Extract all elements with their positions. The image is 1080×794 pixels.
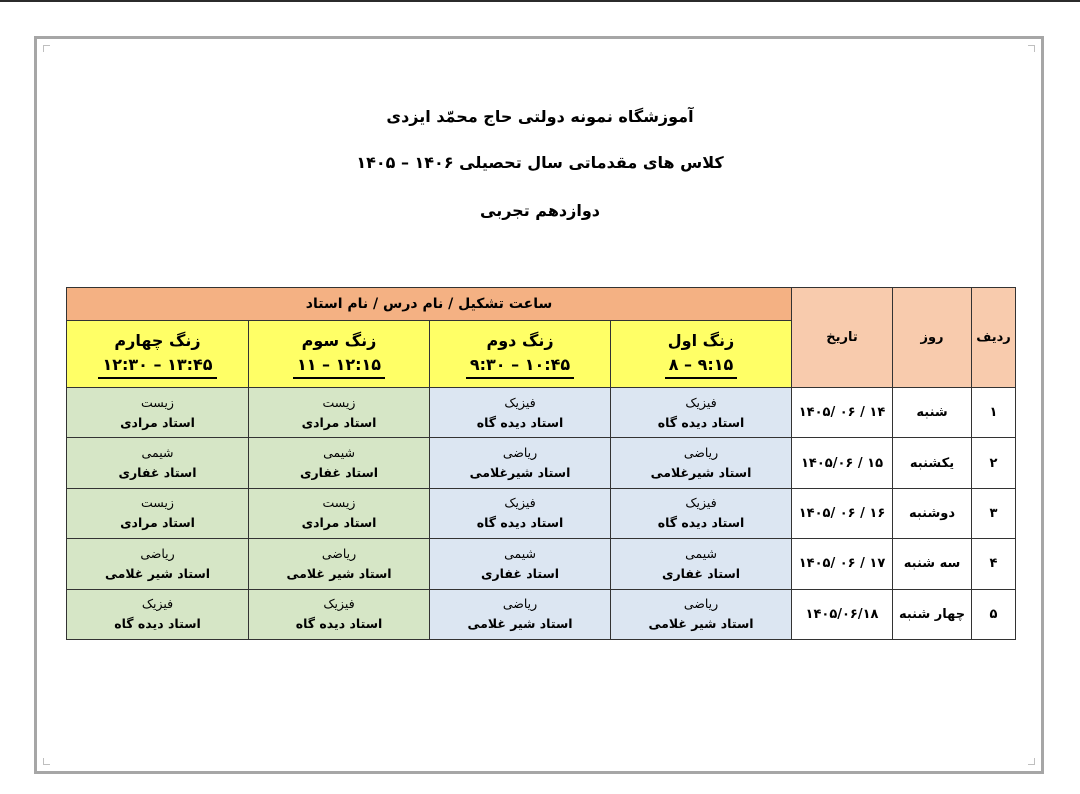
bell-time: ۸ – ۹:۱۵ <box>668 355 734 374</box>
table-row <box>67 539 1016 589</box>
class-cell <box>67 539 249 589</box>
teacher: استاد مرادی <box>301 414 377 430</box>
bell-name: زنگ دوم <box>486 331 554 350</box>
class-cell <box>611 589 792 639</box>
class-cell <box>611 438 792 488</box>
bell-header-2 <box>430 321 611 388</box>
corner-mark <box>1028 45 1035 52</box>
subject: ریاضی <box>321 545 357 561</box>
row-number: ۱ <box>972 388 1016 438</box>
program-title: کلاس های مقدماتی سال تحصیلی ۱۴۰۶ – ۱۴۰۵ <box>356 153 724 172</box>
row-date: ۱۴۰۵/ ۰۶ / ۱۷ <box>792 539 893 589</box>
subject: ریاضی <box>683 445 719 461</box>
teacher: استاد شیرغلامی <box>469 465 571 481</box>
subject: زیست <box>322 495 356 511</box>
subject: شیمی <box>323 445 355 461</box>
row-date: ۱۴۰۵/۰۶ / ۱۵ <box>792 438 893 488</box>
class-cell <box>249 488 430 538</box>
row-number: ۴ <box>972 539 1016 589</box>
subject: شیمی <box>141 445 174 461</box>
corner-mark <box>1028 758 1035 765</box>
teacher: استاد غفاری <box>481 565 560 581</box>
teacher: استاد غفاری <box>300 465 379 481</box>
row-day: چهار شنبه <box>893 589 972 639</box>
class-cell <box>67 589 249 639</box>
teacher: استاد شیر غلامی <box>104 565 211 581</box>
col-header-date: تاریخ <box>792 288 893 388</box>
table-row <box>67 388 1016 438</box>
bell-time: ۹:۳۰ – ۱۰:۴۵ <box>469 355 571 374</box>
schedule-table <box>66 287 1016 640</box>
header-row-banner <box>67 288 1016 321</box>
row-number: ۵ <box>972 589 1016 639</box>
class-cell <box>430 488 611 538</box>
subject: شیمی <box>504 545 536 561</box>
teacher: استاد دیده گاه <box>476 414 564 430</box>
class-cell <box>430 438 611 488</box>
bell-header-3 <box>249 321 430 388</box>
subject: شیمی <box>685 545 717 561</box>
corner-mark <box>43 45 50 52</box>
subject: ریاضی <box>140 545 175 561</box>
subject: فیزیک <box>685 394 717 410</box>
corner-mark <box>43 758 50 765</box>
class-cell <box>611 488 792 538</box>
subject: فیزیک <box>504 394 536 410</box>
row-date: ۱۴۰۵/ ۰۶ / ۱۶ <box>792 488 893 538</box>
teacher: استاد مرادی <box>120 414 195 430</box>
class-cell <box>430 388 611 438</box>
teacher: استاد شیرغلامی <box>650 465 752 481</box>
teacher: استاد دیده گاه <box>114 616 201 632</box>
row-date: ۱۴۰۵/۰۶/۱۸ <box>792 589 893 639</box>
row-number: ۲ <box>972 438 1016 488</box>
subject: ریاضی <box>502 596 538 612</box>
subject: فیزیک <box>504 495 536 511</box>
table-row <box>67 488 1016 538</box>
class-cell <box>430 539 611 589</box>
subject: فیزیک <box>141 596 174 612</box>
teacher: استاد شیر غلامی <box>467 616 573 632</box>
row-date: ۱۴۰۵/ ۰۶ / ۱۴ <box>792 388 893 438</box>
class-cell <box>611 539 792 589</box>
class-cell <box>249 589 430 639</box>
teacher: استاد دیده گاه <box>295 616 383 632</box>
subject: زیست <box>141 495 174 511</box>
class-cell <box>67 438 249 488</box>
class-cell <box>249 438 430 488</box>
teacher: استاد شیر غلامی <box>286 565 392 581</box>
row-day: دوشنبه <box>893 488 972 538</box>
teacher: استاد غفاری <box>118 465 197 481</box>
class-cell <box>67 388 249 438</box>
subject: فیزیک <box>685 495 717 511</box>
school-title: آموزشگاه نمونه دولتی حاج محمّد ایزدی <box>386 107 694 126</box>
col-header-day: روز <box>893 288 972 388</box>
class-cell <box>67 488 249 538</box>
class-cell <box>611 388 792 438</box>
teacher: استاد دیده گاه <box>476 515 564 531</box>
grade-title: دوازدهم تجربی <box>480 201 600 220</box>
col-header-row: ردیف <box>972 288 1016 388</box>
table-row <box>67 589 1016 639</box>
teacher: استاد دیده گاه <box>657 515 745 531</box>
bell-header-4 <box>67 321 249 388</box>
subject: زیست <box>141 394 174 410</box>
class-cell <box>249 388 430 438</box>
class-cell <box>249 539 430 589</box>
top-rule <box>0 0 1080 2</box>
row-day: سه شنبه <box>893 539 972 589</box>
teacher: استاد مرادی <box>301 515 377 531</box>
teacher: استاد شیر غلامی <box>648 616 754 632</box>
bell-header-1 <box>611 321 792 388</box>
teacher: استاد غفاری <box>662 565 741 581</box>
subject: فیزیک <box>323 596 355 612</box>
row-day: یکشنبه <box>893 438 972 488</box>
bell-name: زنگ اول <box>667 331 735 350</box>
subject: ریاضی <box>502 445 538 461</box>
class-cell <box>430 589 611 639</box>
table-row <box>67 438 1016 488</box>
subject: زیست <box>322 394 356 410</box>
schedule-banner: ساعت تشکیل / نام درس / نام استاد <box>67 288 792 321</box>
bell-time: ۱۲:۳۰ – ۱۳:۴۵ <box>102 355 213 374</box>
bell-name: زنگ سوم <box>301 331 377 350</box>
bell-time: ۱۱ – ۱۲:۱۵ <box>296 355 382 374</box>
teacher: استاد مرادی <box>120 515 195 531</box>
bell-name: زنگ چهارم <box>114 331 201 350</box>
subject: ریاضی <box>683 596 719 612</box>
row-number: ۳ <box>972 488 1016 538</box>
row-day: شنبه <box>893 388 972 438</box>
teacher: استاد دیده گاه <box>657 414 745 430</box>
